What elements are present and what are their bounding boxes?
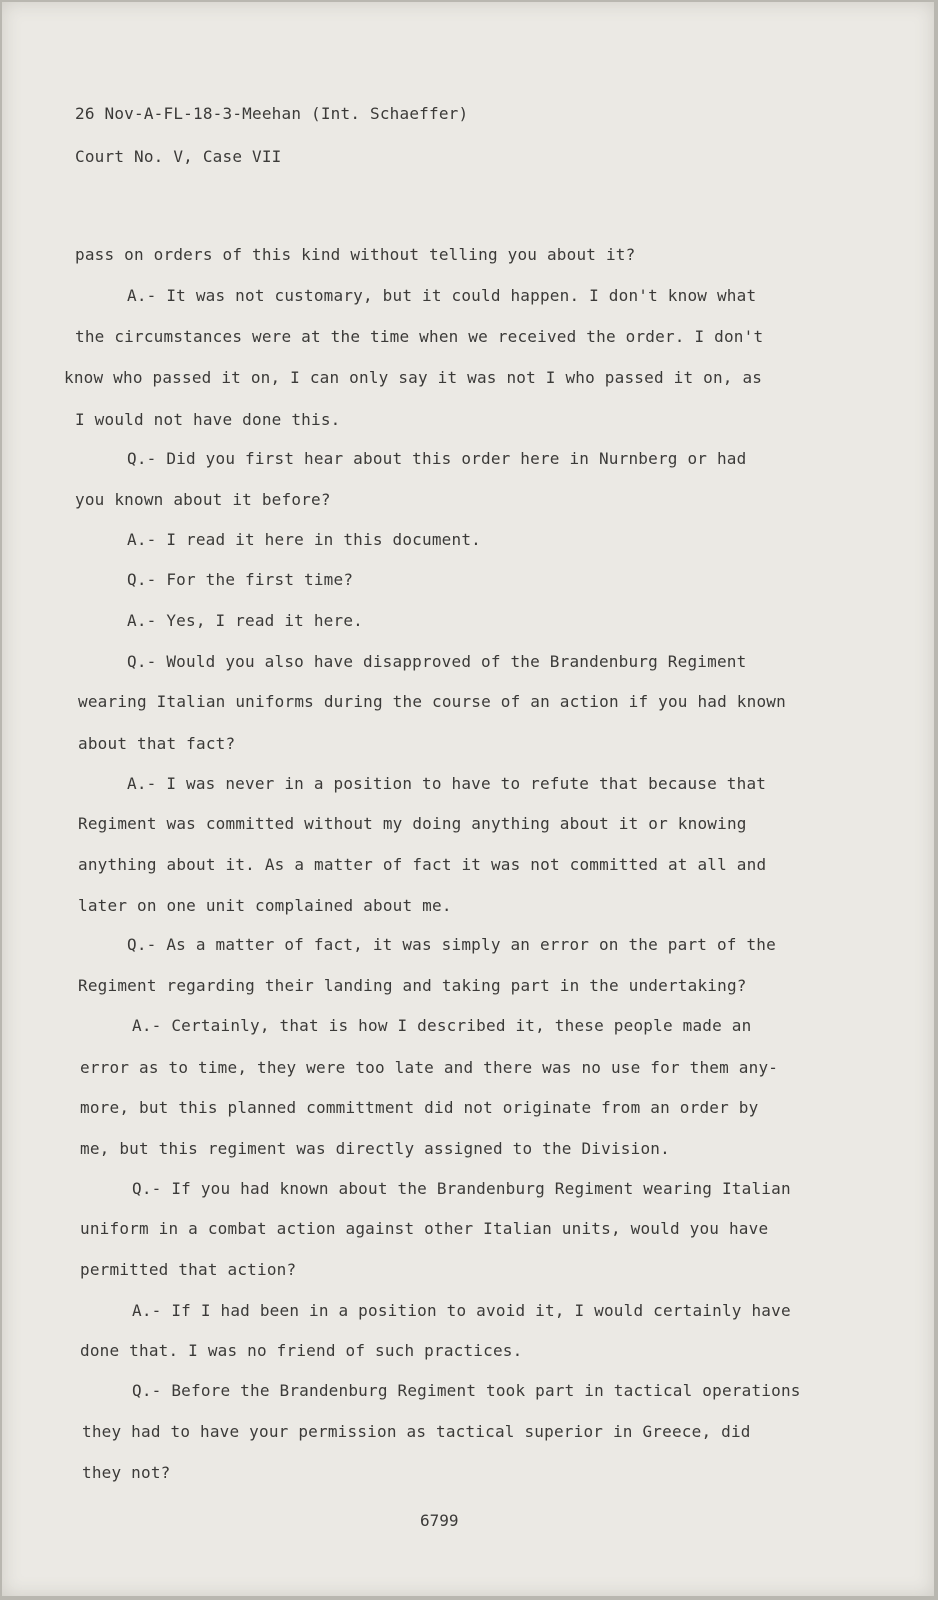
transcript-line: me, but this regiment was directly assigned to the Division. [80, 1139, 670, 1158]
transcript-line: A.- It was not customary, but it could happen. I don't know what [127, 286, 757, 305]
transcript-line: later on one unit complained about me. [78, 896, 452, 915]
transcript-line: Q.- If you had known about the Brandenburg Regiment wearing Italian [132, 1179, 791, 1198]
transcript-line: Q.- As a matter of fact, it was simply an error on the part of the [127, 935, 776, 954]
transcript-line: error as to time, they were too late and there was no use for them any- [80, 1058, 779, 1077]
transcript-line: pass on orders of this kind without telling you about it? [75, 245, 636, 264]
transcript-line: the circumstances were at the time when we received the order. I don't [75, 327, 764, 346]
transcript-line: A.- I read it here in this document. [127, 530, 481, 549]
transcript-line: A.- Certainly, that is how I described it, these people made an [132, 1016, 752, 1035]
transcript-line: permitted that action? [80, 1260, 297, 1279]
transcript-line: Regiment regarding their landing and taking part in the undertaking? [78, 976, 747, 995]
transcript-line: A.- If I had been in a position to avoid it, I would certainly have [132, 1301, 791, 1320]
transcript-line: Q.- For the first time? [127, 570, 354, 589]
transcript-line: about that fact? [78, 734, 236, 753]
transcript-line: more, but this planned committment did not originate from an order by [80, 1098, 759, 1117]
transcript-line: know who passed it on, I can only say it was not I who passed it on, as [64, 368, 763, 387]
transcript-line: wearing Italian uniforms during the course of an action if you had known [78, 692, 786, 711]
transcript-line: Q.- Would you also have disapproved of the Brandenburg Regiment [127, 652, 747, 671]
transcript-line: you known about it before? [75, 490, 331, 509]
transcript-line: uniform in a combat action against other Italian units, would you have [80, 1219, 769, 1238]
transcript-line: Q.- Before the Brandenburg Regiment took part in tactical operations [132, 1381, 801, 1400]
transcript-line: A.- I was never in a position to have to refute that because that [127, 774, 767, 793]
transcript-line: they not? [82, 1463, 171, 1482]
transcript-line: Regiment was committed without my doing anything about it or knowing [78, 814, 747, 833]
transcript-line: I would not have done this. [75, 410, 341, 429]
header-session-line: 26 Nov-A-FL-18-3-Meehan (Int. Schaeffer) [75, 104, 469, 123]
transcript-line: they had to have your permission as tactical superior in Greece, did [82, 1422, 751, 1441]
page-number: 6799 [420, 1511, 459, 1530]
transcript-line: done that. I was no friend of such practices. [80, 1341, 523, 1360]
transcript-line: Q.- Did you first hear about this order here in Nurnberg or had [127, 449, 747, 468]
transcript-line: A.- Yes, I read it here. [127, 611, 363, 630]
header-court-line: Court No. V, Case VII [75, 147, 282, 166]
document-page [2, 2, 934, 1596]
transcript-line: anything about it. As a matter of fact it was not committed at all and [78, 855, 767, 874]
